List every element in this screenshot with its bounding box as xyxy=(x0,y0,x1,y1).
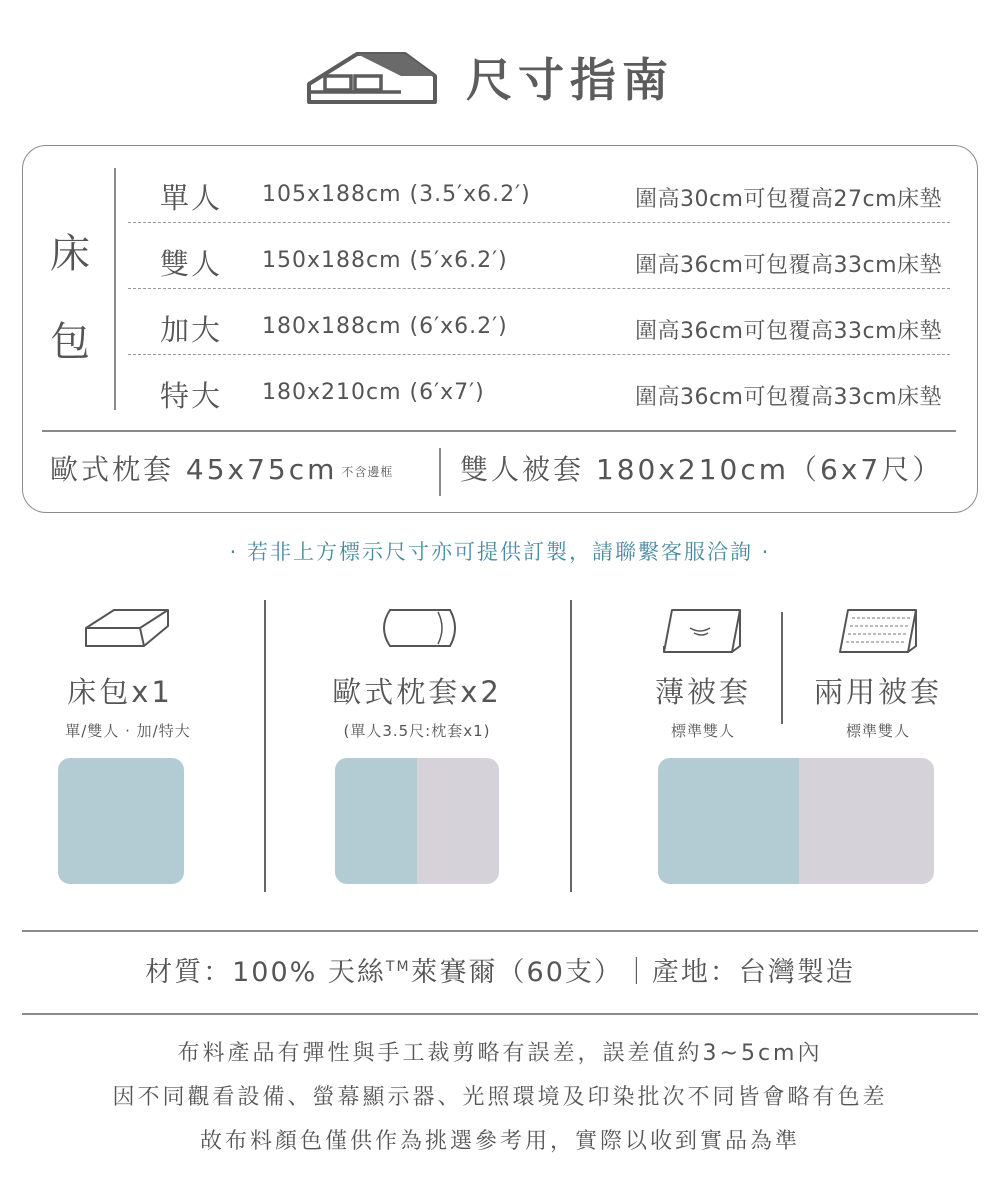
thin-quilt-icon xyxy=(660,606,744,656)
dual-quilt-icon xyxy=(836,606,920,656)
size-dimension: 105x188cm (3.5′x6.2′) xyxy=(262,182,531,207)
product-subtitle: 標準雙人 xyxy=(670,722,735,740)
size-row xyxy=(128,156,950,220)
swatch-color xyxy=(799,758,934,884)
color-swatch xyxy=(58,758,184,884)
quilt-size: 雙人被套 180x210cm（6x7尺） xyxy=(460,453,944,486)
divider-line xyxy=(22,930,978,932)
color-swatch xyxy=(335,758,499,884)
pillow-icon xyxy=(376,606,458,650)
size-cover: 圍高36cm可包覆高33cm床墊 xyxy=(634,319,942,344)
column-divider xyxy=(264,600,266,892)
fitted-sheet-icon xyxy=(84,606,170,650)
product-title: 薄被套 xyxy=(654,675,751,709)
color-swatch xyxy=(658,758,934,884)
size-cover: 圍高30cm可包覆高27cm床墊 xyxy=(634,187,942,212)
product-subtitle: 單/雙人 · 加/特大 xyxy=(65,722,191,740)
product-subtitle: 標準雙人 xyxy=(845,722,910,740)
divider-line xyxy=(22,1013,978,1015)
size-name: 單人 xyxy=(160,181,223,215)
size-name: 特大 xyxy=(160,379,223,413)
pillowcase-note: 不含邊框 xyxy=(341,464,394,479)
disclaimer-line: 故布料顏色僅供作為挑選參考用，實際以收到實品為準 xyxy=(199,1129,800,1154)
size-row xyxy=(128,288,950,352)
fitted-sheet-label: 床 包 xyxy=(50,231,90,365)
product-title: 歐式枕套x2 xyxy=(332,675,502,709)
size-name: 加大 xyxy=(160,313,223,347)
section-divider xyxy=(42,430,956,432)
size-row xyxy=(128,222,950,286)
swatch-color xyxy=(335,758,417,884)
size-dimension: 180x210cm (6′x7′) xyxy=(262,380,485,405)
page-title: 尺寸指南 xyxy=(466,53,674,107)
disclaimer-line: 因不同觀看設備、螢幕顯示器、光照環境及印染批次不同皆會略有色差 xyxy=(112,1085,888,1110)
swatch-color xyxy=(658,758,799,884)
custom-order-note: · 若非上方標示尺寸亦可提供訂製，請聯繫客服洽詢 · xyxy=(229,540,771,564)
product-title: 兩用被套 xyxy=(813,675,942,709)
column-divider xyxy=(570,600,572,892)
size-name: 雙人 xyxy=(160,247,223,281)
swatch-color xyxy=(417,758,499,884)
bed-label-divider xyxy=(114,168,116,410)
trademark: TM xyxy=(385,959,411,975)
product-subtitle: (單人3.5尺:枕套x1) xyxy=(343,722,491,740)
material-info: 材質：100% 天絲™萊賽爾（60支）｜產地：台灣製造 xyxy=(145,957,855,988)
size-dimension: 150x188cm (5′x6.2′) xyxy=(262,248,508,273)
size-vertical-divider xyxy=(439,448,441,496)
header xyxy=(0,38,1000,118)
product-title: 床包x1 xyxy=(67,675,173,709)
column-divider xyxy=(781,612,783,724)
swatch-color xyxy=(58,758,184,884)
house-bed-icon xyxy=(305,46,441,104)
size-row xyxy=(128,354,950,418)
size-cover: 圍高36cm可包覆高33cm床墊 xyxy=(634,253,942,278)
size-cover: 圍高36cm可包覆高33cm床墊 xyxy=(634,385,942,410)
size-dimension: 180x188cm (6′x6.2′) xyxy=(262,314,508,339)
disclaimer-line: 布料產品有彈性與手工裁剪略有誤差，誤差值約3~5cm內 xyxy=(177,1041,823,1066)
pillowcase-size: 歐式枕套 45x75cm 不含邊框 xyxy=(50,453,394,486)
